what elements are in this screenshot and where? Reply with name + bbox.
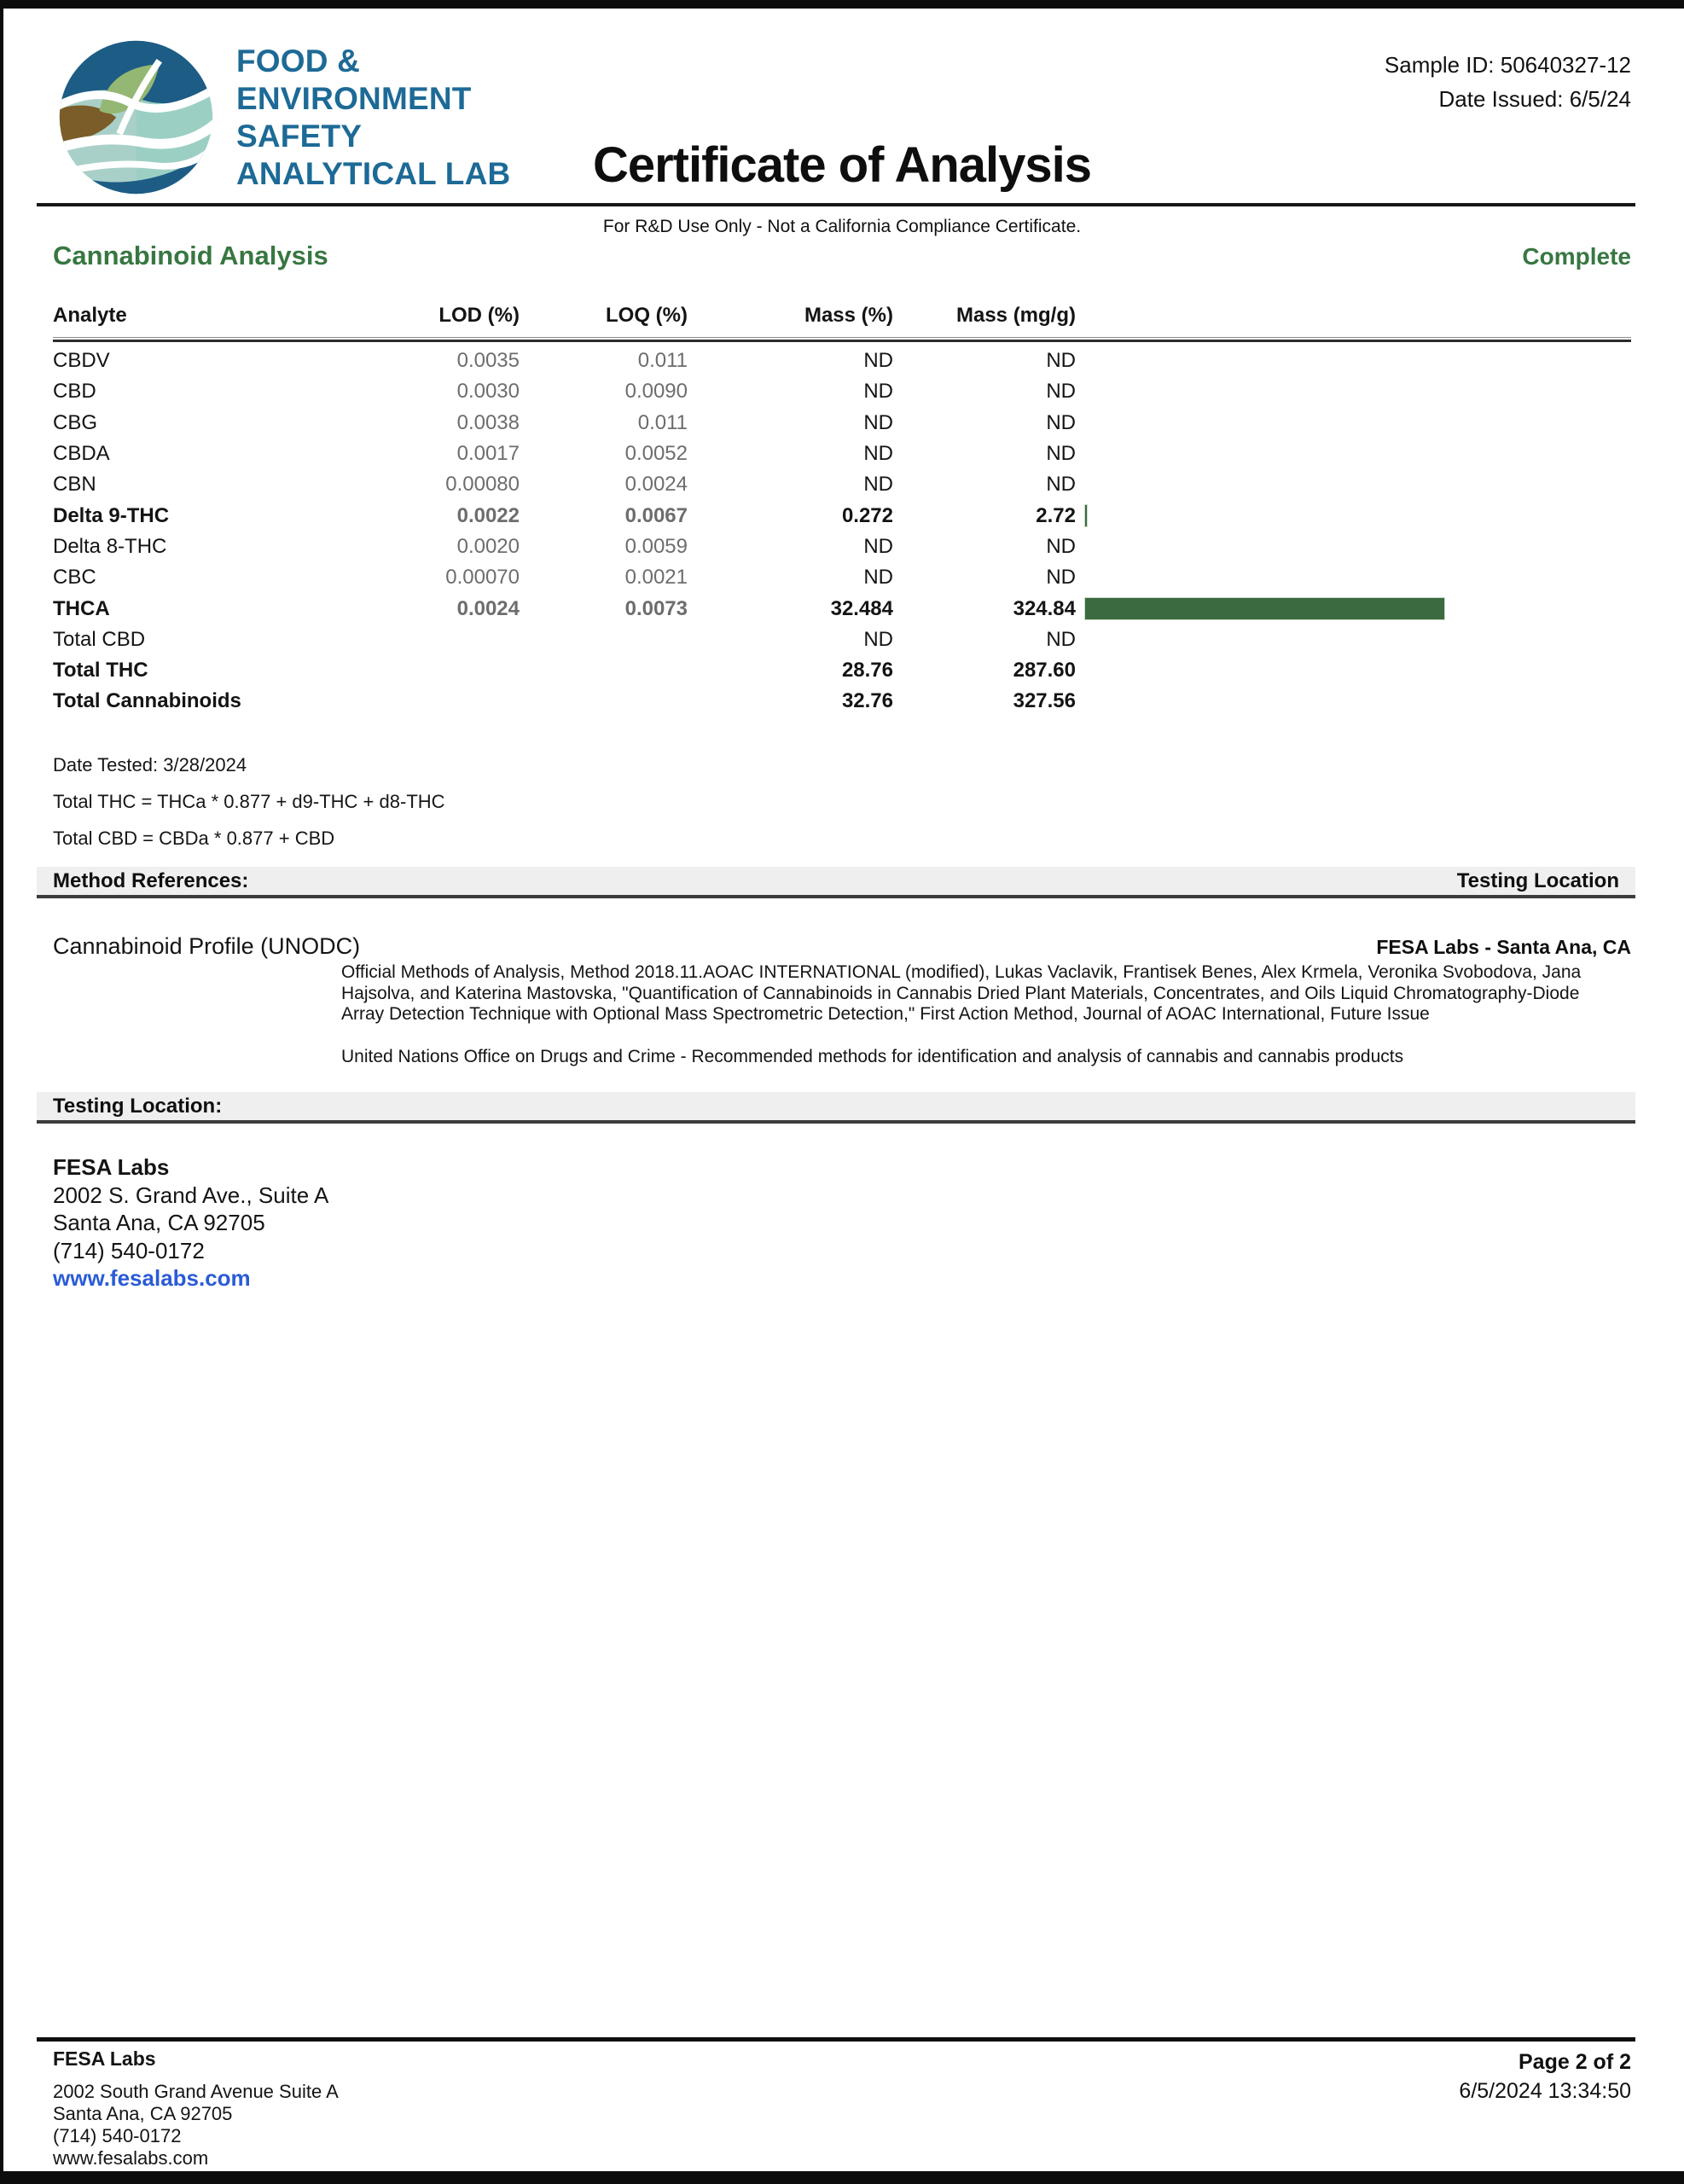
loq-cell: 0.0073 [624, 596, 688, 620]
analyte-cell: Total THC [53, 659, 148, 682]
total-cbd-formula: Total CBD = CBDa * 0.877 + CBD [53, 828, 335, 849]
lod-cell: 0.0030 [456, 380, 520, 404]
address-line-1: 2002 S. Grand Ave., Suite A [53, 1182, 329, 1208]
analysis-notes [53, 754, 445, 864]
mass-pct-cell: 32.76 [841, 689, 893, 713]
logo-line: ANALYTICAL LAB [236, 155, 511, 191]
mass-pct-cell: ND [863, 442, 893, 466]
footer-website: www.fesalabs.com [53, 2147, 209, 2169]
method-reference-text [341, 962, 1625, 1067]
loq-cell: 0.011 [637, 410, 688, 434]
mass-pct-cell: ND [863, 627, 893, 651]
loq-cell: 0.0059 [624, 534, 688, 558]
analyte-cell: CBDV [53, 349, 110, 373]
footer-phone: (714) 540-0172 [53, 2125, 182, 2146]
mass-mgg-cell: ND [1046, 534, 1076, 558]
mass-pct-cell: ND [863, 473, 893, 497]
lod-cell: 0.0038 [456, 410, 520, 434]
col-header-loq: LOQ (%) [606, 304, 688, 327]
sample-id: Sample ID: 50640327-12 [1384, 52, 1631, 78]
lod-cell: 0.0022 [456, 503, 520, 527]
mass-pct-cell: 32.484 [830, 596, 893, 620]
total-thc-formula: Total THC = THCa * 0.877 + d9-THC + d8-THC [53, 791, 445, 812]
date-issued: Date Issued: 6/5/24 [1438, 86, 1631, 112]
table-header-row [53, 304, 1631, 337]
mass-pct-cell: ND [863, 566, 893, 590]
method-profile-row [53, 933, 1631, 960]
mass-bar [1084, 504, 1088, 527]
table-row [53, 655, 1631, 686]
testing-location-label: Testing Location: [53, 1094, 223, 1118]
mass-bar [1084, 597, 1445, 620]
analyte-cell: CBN [53, 473, 96, 497]
unodc-reference: United Nations Office on Drugs and Crime - Recommended methods for identification and analysis of cannabis and cannabis products [341, 1046, 1404, 1066]
logo-line: SAFETY [236, 118, 363, 154]
footer-address-line-1: 2002 South Grand Avenue Suite A [53, 2081, 339, 2102]
lod-cell: 0.0017 [456, 442, 520, 466]
cannabinoid-table [53, 304, 1631, 717]
table-row [53, 624, 1631, 655]
page-top-border [0, 0, 1684, 9]
analyte-cell: THCA [53, 596, 110, 620]
status-badge: Complete [1522, 243, 1631, 270]
mass-pct-cell: ND [863, 534, 893, 558]
date-tested-note: Date Tested: 3/28/2024 [53, 754, 247, 775]
method-references-label: Method References: [53, 868, 249, 892]
table-row [53, 408, 1631, 439]
analyte-cell: CBC [53, 566, 96, 590]
col-header-analyte: Analyte [53, 304, 127, 327]
mass-mgg-cell: ND [1046, 442, 1076, 466]
mass-bar-cell [1076, 597, 1631, 620]
mass-mgg-cell: ND [1046, 627, 1076, 651]
table-row [53, 562, 1631, 593]
footer-page-info [1459, 2048, 1631, 2106]
loq-cell: 0.0067 [624, 503, 688, 527]
mass-mgg-cell: ND [1046, 566, 1076, 590]
table-row [53, 376, 1631, 407]
mass-pct-cell: 28.76 [841, 659, 893, 682]
mass-pct-cell: 0.272 [841, 503, 893, 527]
table-row [53, 469, 1631, 500]
analyte-cell: Delta 8-THC [53, 534, 167, 558]
header-divider [37, 203, 1635, 206]
table-row [53, 531, 1631, 562]
loq-cell: 0.0090 [624, 380, 688, 404]
footer-lab-name: FESA Labs [53, 2048, 156, 2070]
mass-mgg-cell: ND [1046, 349, 1076, 373]
lod-cell: 0.00080 [445, 473, 520, 497]
analyte-cell: CBD [53, 380, 96, 404]
mass-mgg-cell: 287.60 [1013, 659, 1076, 682]
mass-mgg-cell: ND [1046, 410, 1076, 434]
loq-cell: 0.0024 [624, 473, 688, 497]
document-subtitle: For R&D Use Only - Not a California Compliance Certificate. [602, 217, 1082, 236]
print-timestamp: 6/5/2024 13:34:50 [1459, 2079, 1631, 2103]
lod-cell: 0.0024 [456, 596, 520, 620]
footer-address-line-2: Santa Ana, CA 92705 [53, 2103, 233, 2124]
mass-mgg-cell: 327.56 [1013, 689, 1076, 713]
mass-mgg-cell: ND [1046, 380, 1076, 404]
document-title: Certificate of Analysis [592, 137, 1092, 193]
cannabinoid-table-rows [53, 346, 1631, 717]
page-number: Page 2 of 2 [1519, 2050, 1631, 2074]
mass-mgg-cell: ND [1046, 473, 1076, 497]
table-row [53, 346, 1631, 376]
table-row [53, 593, 1631, 624]
analyte-cell: CBG [53, 410, 98, 434]
mass-bar-cell [1076, 504, 1631, 527]
page-bottom-border [0, 2171, 1684, 2184]
lod-cell: 0.0020 [456, 534, 520, 558]
analyte-cell: Total CBD [53, 627, 146, 651]
section-title: Cannabinoid Analysis [53, 241, 328, 270]
address-line-2: Santa Ana, CA 92705 [53, 1210, 265, 1235]
loq-cell: 0.0052 [624, 442, 688, 466]
loq-cell: 0.011 [637, 349, 688, 373]
logo-line: ENVIRONMENT [236, 80, 472, 116]
testing-location-bar [37, 1092, 1635, 1124]
loq-cell: 0.0021 [624, 566, 688, 590]
analyte-cell: Total Cannabinoids [53, 689, 241, 713]
website-link[interactable]: www.fesalabs.com [53, 1265, 251, 1291]
logo-line: FOOD & [236, 43, 361, 78]
col-header-lod: LOD (%) [438, 304, 520, 327]
method-references-bar [37, 867, 1635, 898]
sample-info [1385, 48, 1631, 116]
lod-cell: 0.0035 [456, 349, 520, 373]
mass-pct-cell: ND [863, 380, 893, 404]
analyte-cell: CBDA [53, 442, 110, 466]
mass-mgg-cell: 2.72 [1036, 503, 1076, 527]
lod-cell: 0.00070 [445, 566, 520, 590]
col-header-mass-mgg: Mass (mg/g) [955, 304, 1076, 327]
table-row [53, 686, 1631, 717]
cannabinoid-profile-label: Cannabinoid Profile (UNODC) [53, 933, 361, 959]
cannabinoid-section-header [53, 241, 1631, 271]
lab-name: FESA Labs [53, 1154, 170, 1180]
table-row [53, 500, 1631, 531]
table-header-divider [53, 337, 1631, 342]
mass-mgg-cell: 324.84 [1013, 596, 1076, 620]
testing-location-value: FESA Labs - Santa Ana, CA [1376, 936, 1631, 958]
col-header-mass-pct: Mass (%) [804, 304, 893, 327]
page-left-border [0, 0, 3, 2184]
analyte-cell: Delta 9-THC [53, 503, 170, 527]
table-row [53, 439, 1631, 469]
testing-location-column-label: Testing Location [1456, 868, 1619, 892]
footer-divider [37, 2037, 1635, 2042]
mass-pct-cell: ND [863, 410, 893, 434]
phone-number: (714) 540-0172 [53, 1237, 205, 1263]
aoac-reference: Official Methods of Analysis, Method 2018.11.AOAC INTERNATIONAL (modified), Lukas Vaclavik, Frantisek Benes, Alex Krmela, Veronika Svobodova, Jana Hajsolva, and Katerina Mastovska, "Quantification of Cannabinoids in Cannabis Dried Plant Materials, Concentrates, and Oils Liquid Chromatography-Diode Array Detection Technique with Optional Mass Spectrometric Detection," First Action Method, Journal of AOAC International, Future Issue [341, 962, 1582, 1024]
testing-location-address [53, 1153, 328, 1292]
footer-lab-info [53, 2048, 339, 2169]
mass-pct-cell: ND [863, 349, 893, 373]
